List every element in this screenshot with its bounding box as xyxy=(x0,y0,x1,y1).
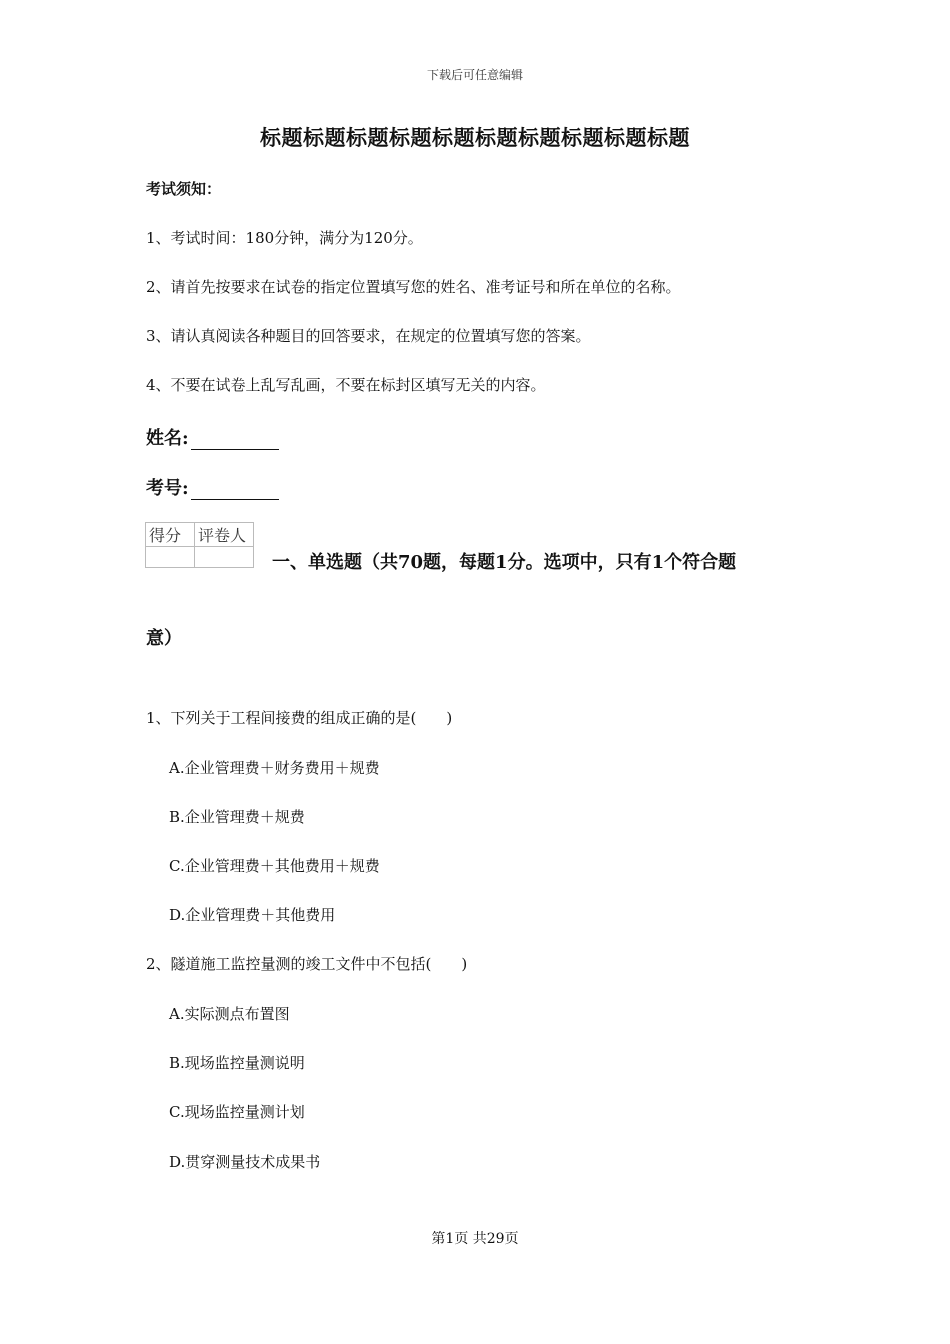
section-heading: 一、单选题（共70题，每题1分。选项中，只有1个符合题 xyxy=(272,552,737,573)
question-option: B.企业管理费＋规费 xyxy=(169,808,305,826)
notice-heading: 考试须知： xyxy=(146,180,222,198)
exam-id-field[interactable] xyxy=(146,474,279,500)
question-stem: 1、下列关于工程间接费的组成正确的是( ) xyxy=(146,709,453,727)
score-cell xyxy=(146,547,195,568)
page-footer: 第1页 共29页 xyxy=(431,1231,519,1247)
score-header: 得分 xyxy=(146,523,195,547)
exam-id-label: 考号: xyxy=(146,478,189,499)
question-stem: 2、隧道施工监控量测的竣工文件中不包括( ) xyxy=(146,955,468,973)
name-blank-line[interactable] xyxy=(191,429,279,450)
question-option: B.现场监控量测说明 xyxy=(169,1054,305,1072)
question-option: D.贯穿测量技术成果书 xyxy=(169,1153,321,1171)
score-table xyxy=(145,522,254,568)
question-option: A.企业管理费＋财务费用＋规费 xyxy=(169,759,380,777)
question-option: D.企业管理费＋其他费用 xyxy=(169,906,336,924)
exam-id-blank-line[interactable] xyxy=(191,479,279,500)
grader-header: 评卷人 xyxy=(195,523,254,547)
name-field[interactable] xyxy=(146,424,279,450)
notice-item: 4、不要在试卷上乱写乱画，不要在标封区填写无关的内容。 xyxy=(146,376,546,394)
notice-item: 2、请首先按要求在试卷的指定位置填写您的姓名、准考证号和所在单位的名称。 xyxy=(146,278,681,296)
question-option: C.现场监控量测计划 xyxy=(169,1103,305,1121)
section-heading-continued: 意） xyxy=(146,628,182,649)
name-label: 姓名: xyxy=(146,428,189,449)
question-option: A.实际测点布置图 xyxy=(169,1005,290,1023)
notice-item: 1、考试时间：180分钟，满分为120分。 xyxy=(146,229,423,247)
question-option: C.企业管理费＋其他费用＋规费 xyxy=(169,857,380,875)
grader-cell xyxy=(195,547,254,568)
page-header: 下载后可任意编辑 xyxy=(426,68,523,82)
document-title: 标题标题标题标题标题标题标题标题标题标题 xyxy=(260,125,690,150)
notice-item: 3、请认真阅读各种题目的回答要求，在规定的位置填写您的答案。 xyxy=(146,327,591,345)
